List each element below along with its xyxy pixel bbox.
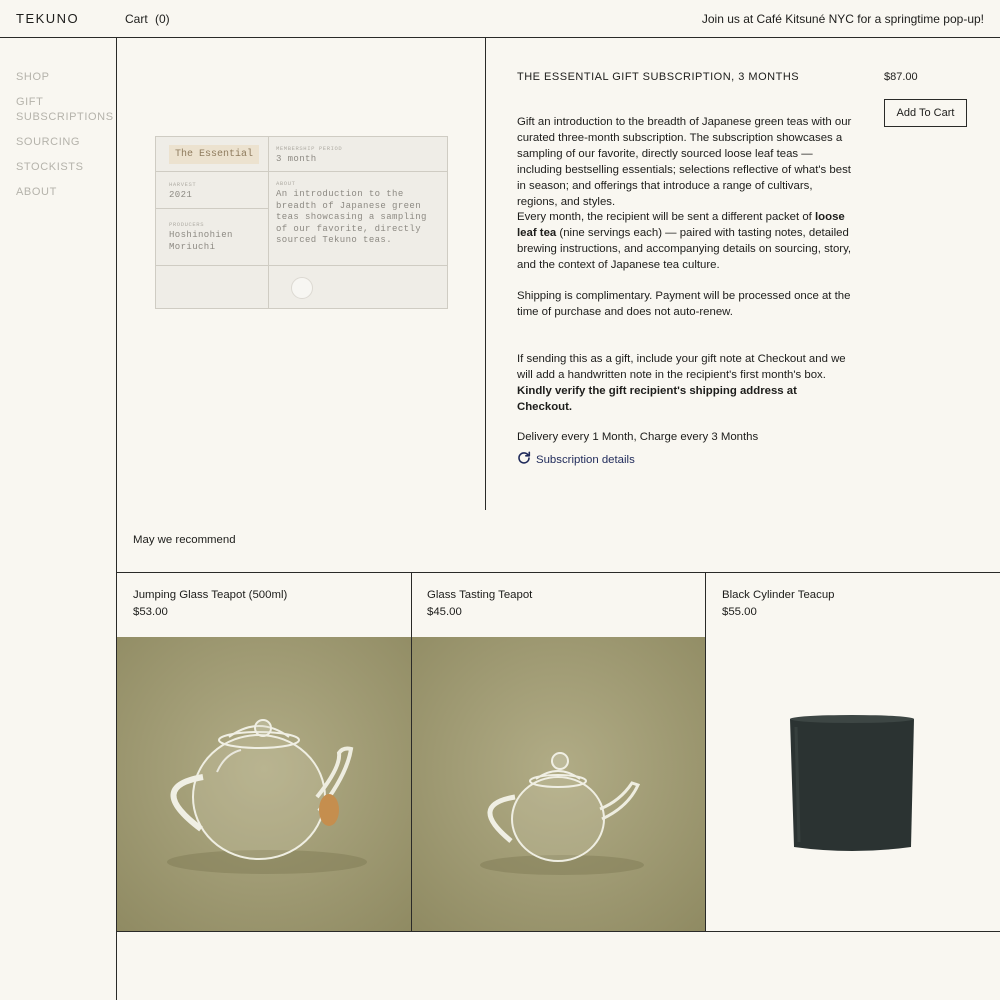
subscription-details-link[interactable] <box>517 451 635 468</box>
recommend-item-name[interactable]: Glass Tasting Teapot <box>427 589 533 601</box>
recommend-item-price: $53.00 <box>133 606 168 618</box>
card-about-value: An introduction to the breadth of Japanese green teas showcasing a sampling of our favorite, directly sourced Tekuno teas. <box>276 189 427 245</box>
site-logo[interactable]: TEKUNO <box>16 11 80 26</box>
nav-item-sourcing[interactable]: SOURCING <box>16 136 81 148</box>
product-description: Gift an introduction to the breadth of Japanese green teas with our curated three-month subscription. The subscription showcases a sampling of our favorite, directly sourced loose leaf teas — including bestselling essentials; selections reflective of what's best in season; and offerings that introduce a range of cultivars, regions, and styles. <box>517 116 852 208</box>
shipping-note: Shipping is complimentary. Payment will be processed once at the time of purchase and does not auto-renew. <box>517 290 851 318</box>
recommend-item-price: $55.00 <box>722 606 757 618</box>
card-badge: The Essential <box>169 145 259 164</box>
gift-note-text: If sending this as a gift, include your gift note at Checkout and we will add a handwritten note in the recipient's first month's box. <box>517 353 846 381</box>
recommend-item-price: $45.00 <box>427 606 462 618</box>
glass-tasting-teapot-image[interactable] <box>412 637 705 931</box>
gift-note <box>517 351 855 415</box>
recommend-divider <box>116 931 1000 932</box>
nav-item-about[interactable]: ABOUT <box>16 186 57 198</box>
recommend-item-name[interactable]: Jumping Glass Teapot (500ml) <box>133 589 288 601</box>
desc-text: Every month, the recipient will be sent a different packet of <box>517 211 816 223</box>
nav-item-shop[interactable]: SHOP <box>16 71 50 83</box>
nav-item-stockists[interactable]: STOCKISTS <box>16 161 84 173</box>
card-period-label: MEMBERSHIP PERIOD <box>276 145 343 152</box>
product-card-image <box>155 136 448 309</box>
sidebar-nav <box>16 70 114 210</box>
recommend-divider <box>116 572 1000 573</box>
card-period-value: 3 month <box>276 154 317 164</box>
card-circle <box>291 277 313 299</box>
nav-item-gift-subscriptions[interactable]: GIFT SUBSCRIPTIONS <box>16 96 114 123</box>
desc-bold: loose leaf tea <box>517 211 845 239</box>
card-divider <box>156 265 447 266</box>
cart-link[interactable]: Cart (0) <box>125 12 170 26</box>
card-divider <box>156 171 447 172</box>
card-divider <box>156 208 268 209</box>
card-producers-value: Hoshinohien Moriuchi <box>169 230 233 252</box>
add-to-cart-button[interactable]: Add To Cart <box>884 99 967 127</box>
subscription-details-label: Subscription details <box>536 453 635 466</box>
card-producers-label: PRODUCERS <box>169 221 205 228</box>
black-cylinder-teacup-image[interactable] <box>706 637 1000 931</box>
card-harvest-value: 2021 <box>169 190 193 200</box>
delivery-info: Delivery every 1 Month, Charge every 3 Months <box>517 431 759 443</box>
product-description <box>517 209 855 273</box>
announcement-link[interactable]: Join us at Café Kitsuné NYC for a springtime pop-up! <box>701 12 984 26</box>
card-about-label: ABOUT <box>276 180 296 187</box>
content-divider <box>485 38 486 510</box>
jumping-glass-teapot-image[interactable] <box>117 637 411 931</box>
product-title: THE ESSENTIAL GIFT SUBSCRIPTION, 3 MONTHS <box>517 71 800 83</box>
card-harvest-label: HARVEST <box>169 181 197 188</box>
recommend-title: May we recommend <box>133 534 236 546</box>
desc-text: (nine servings each) — paired with tasting notes, detailed brewing instructions, and accompanying details on sourcing, story, and the context of Japanese tea culture. <box>517 227 852 271</box>
product-price: $87.00 <box>884 71 918 83</box>
recommend-item-name[interactable]: Black Cylinder Teacup <box>722 589 835 601</box>
refresh-icon <box>517 451 531 468</box>
gift-note-bold: Kindly verify the gift recipient's shipping address at Checkout. <box>517 385 797 413</box>
card-divider-vertical <box>268 137 269 308</box>
